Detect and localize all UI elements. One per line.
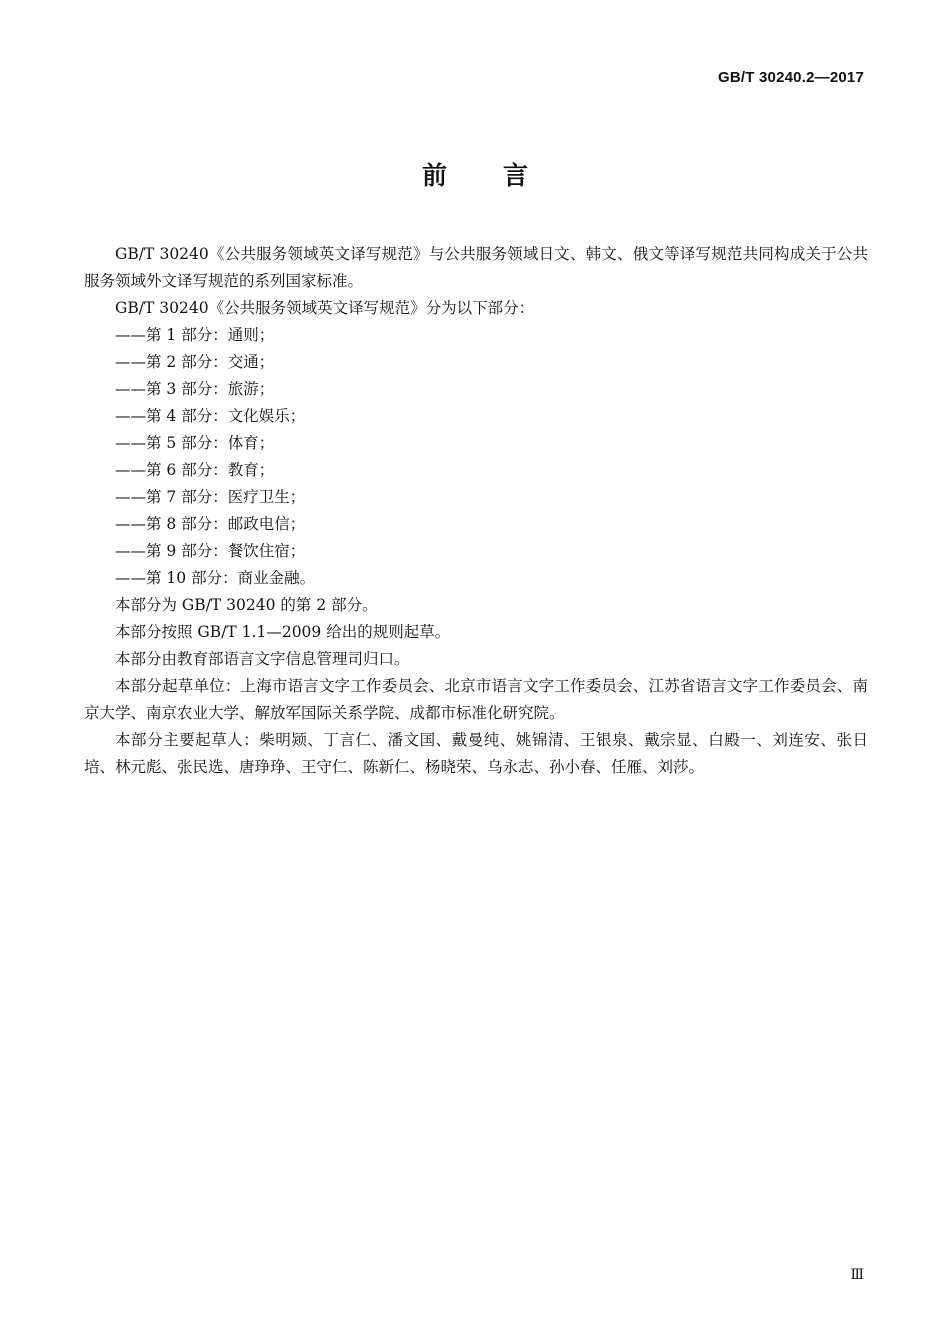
drafters-paragraph: 本部分主要起草人：柴明颎、丁言仁、潘文国、戴曼纯、姚锦清、王银泉、戴宗显、白殿一、刘连安、张日培、林元彪、张民选、唐琤琤、王守仁、陈新仁、杨晓荣、乌永志、孙小春、任雁、刘莎。 bbox=[84, 731, 868, 776]
list-item: ——第 6 部分：教育； bbox=[115, 461, 275, 479]
list-item: ——第 7 部分：医疗卫生； bbox=[115, 488, 306, 506]
list-item: ——第 9 部分：餐饮住宿； bbox=[115, 542, 306, 560]
list-item: ——第 1 部分：通则； bbox=[115, 326, 275, 344]
list-item: ——第 4 部分：文化娱乐； bbox=[115, 407, 306, 425]
list-item: ——第 5 部分：体育； bbox=[115, 434, 275, 452]
parts-intro-paragraph: GB/T 30240《公共服务领域英文译写规范》分为以下部分： bbox=[115, 299, 535, 317]
list-item: ——第 8 部分：邮政电信； bbox=[115, 515, 306, 533]
page-number: Ⅲ bbox=[850, 1267, 864, 1283]
document-body bbox=[84, 241, 868, 781]
parts-list bbox=[84, 322, 868, 592]
page-title: 前言 bbox=[421, 161, 584, 190]
standard-code: GB/T 30240.2—2017 bbox=[718, 69, 864, 86]
this-part-paragraph: 本部分为 GB/T 30240 的第 2 部分。 bbox=[115, 596, 378, 614]
list-item: ——第 2 部分：交通； bbox=[115, 353, 275, 371]
list-item: ——第 10 部分：商业金融。 bbox=[115, 569, 316, 587]
drafting-units-paragraph: 本部分起草单位：上海市语言文字工作委员会、北京市语言文字工作委员会、江苏省语言文字工作委员会、南京大学、南京农业大学、解放军国际关系学院、成都市标准化研究院。 bbox=[84, 677, 868, 722]
intro-paragraph: GB/T 30240《公共服务领域英文译写规范》与公共服务领域日文、韩文、俄文等译写规范共同构成关于公共服务领域外文译写规范的系列国家标准。 bbox=[84, 245, 868, 290]
responsible-paragraph: 本部分由教育部语言文字信息管理司归口。 bbox=[115, 650, 410, 668]
drafting-rules-paragraph: 本部分按照 GB/T 1.1—2009 给出的规则起草。 bbox=[115, 623, 451, 641]
list-item: ——第 3 部分：旅游； bbox=[115, 380, 275, 398]
